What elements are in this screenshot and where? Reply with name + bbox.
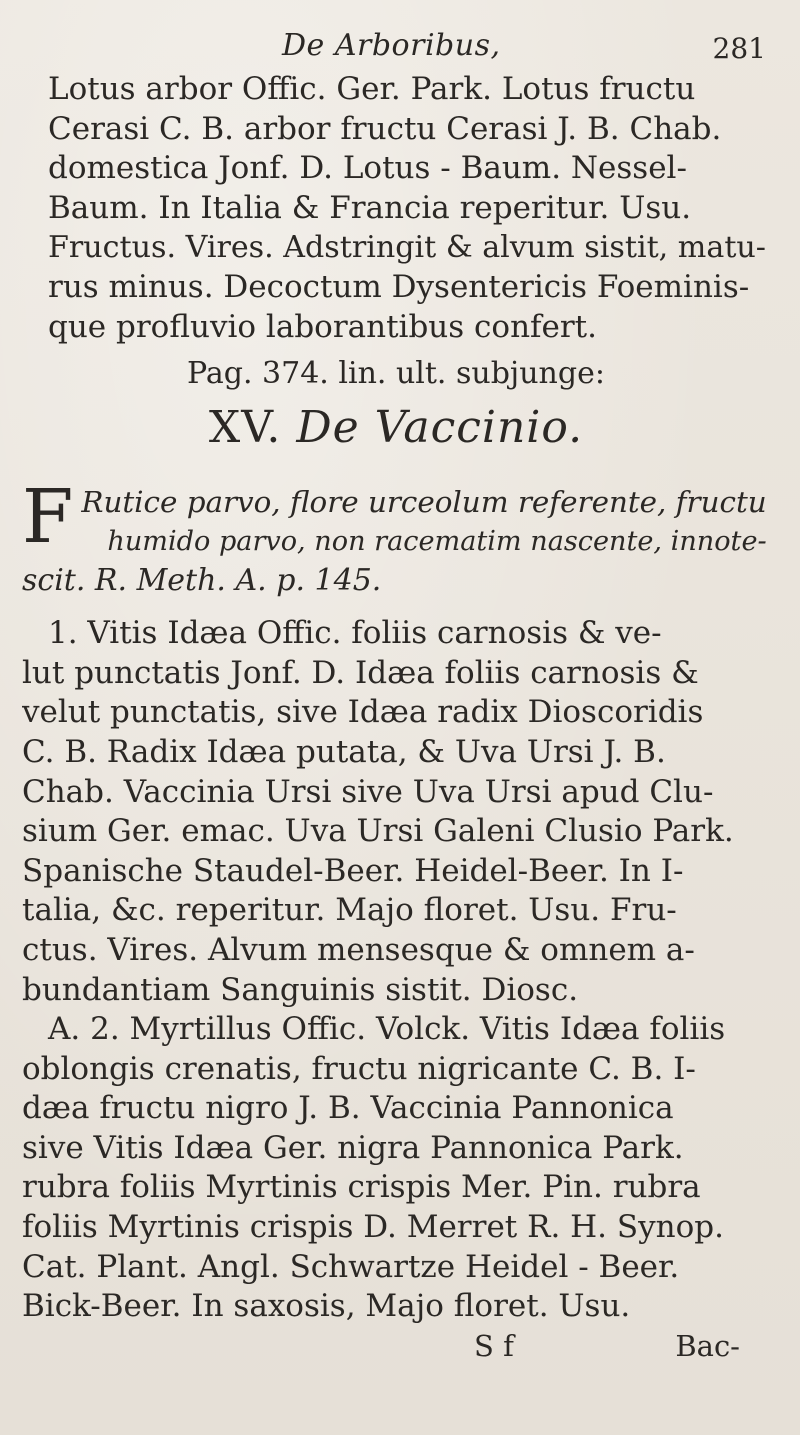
- text-line: oblongis crenatis, fructu nigricante C. B. I-: [22, 1050, 696, 1087]
- text-line: scit. R. Meth. A. p. 145.: [22, 563, 382, 599]
- section-title-text: De Vaccinio.: [296, 402, 584, 454]
- text-line: ctus. Vires. Alvum mensesque & omnem a-: [22, 931, 695, 968]
- text-line: que profluvio laborantibus confert.: [48, 308, 597, 345]
- text-line: domestica Jonf. D. Lotus - Baum. Nessel-: [48, 150, 687, 187]
- section-title: [22, 399, 770, 457]
- text-line: Fructus. Vires. Adstringit & alvum sistit, matu-: [48, 230, 766, 266]
- text-line: Bick-Beer. In saxosis, Majo floret. Usu.: [22, 1288, 631, 1325]
- text-line: rubra foliis Myrtinis crispis Mer. Pin. rubra: [22, 1169, 701, 1206]
- page-footer: [22, 1329, 770, 1373]
- text-line: talia, &c. reperitur. Majo floret. Usu. Fru-: [22, 892, 677, 929]
- text-line: Rutice parvo, flore urceolum referente, fructu: [81, 485, 767, 520]
- section-numeral: XV.: [208, 402, 282, 454]
- text-line: Cat. Plant. Angl. Schwartze Heidel - Beer.: [22, 1248, 680, 1285]
- entry-lotus: [22, 70, 770, 347]
- catchword: Bac-: [675, 1328, 740, 1363]
- text-line: velut punctatis, sive Idæa radix Dioscoridis: [22, 694, 704, 731]
- text-line: lut punctatis Jonf. D. Idæa foliis carnosis &: [22, 654, 699, 691]
- text-line: dæa fructu nigro J. B. Vaccinia Pannonica: [22, 1090, 674, 1127]
- text-line: Baum. In Italia & Francia reperitur. Usu.: [48, 189, 692, 226]
- text-line: Lotus arbor Offic. Ger. Park. Lotus fructu: [48, 71, 696, 107]
- text-line: sive Vitis Idæa Ger. nigra Pannonica Park.: [22, 1129, 684, 1166]
- entry-vitis-idaea: [22, 614, 770, 1010]
- text-line: Cerasi C. B. arbor fructu Cerasi J. B. Chab.: [48, 110, 722, 147]
- text-line: humido parvo, non racematim nascente, innote-: [107, 526, 767, 558]
- entry-myrtillus: [22, 1010, 770, 1327]
- subjunge-note: Pag. 374. lin. ult. subjunge:: [187, 356, 605, 392]
- text-line: sium Ger. emac. Uva Ursi Galeni Clusio Park.: [22, 813, 734, 850]
- definition-paragraph: [22, 474, 770, 600]
- running-head: [22, 28, 770, 70]
- text-line: 1. Vitis Idæa Offic. foliis carnosis & ve-: [48, 615, 662, 652]
- page-number: 281: [712, 32, 766, 65]
- text-line: Spanische Staudel-Beer. Heidel-Beer. In I-: [22, 852, 684, 889]
- drop-cap: F: [22, 474, 74, 561]
- signature-mark: S f: [474, 1328, 514, 1363]
- text-line: A. 2. Myrtillus Offic. Volck. Vitis Idæa foliis: [48, 1011, 726, 1048]
- text-line: C. B. Radix Idæa putata, & Uva Ursi J. B.: [22, 733, 666, 770]
- running-title: De Arboribus,: [282, 28, 501, 63]
- text-line: foliis Myrtinis crispis D. Merret R. H. Synop.: [22, 1209, 724, 1246]
- text-line: bundantiam Sanguinis sistit. Diosc.: [22, 971, 579, 1008]
- text-line: Chab. Vaccinia Ursi sive Uva Ursi apud Clu-: [22, 773, 714, 810]
- text-line: rus minus. Decoctum Dysentericis Foeminis-: [48, 268, 750, 305]
